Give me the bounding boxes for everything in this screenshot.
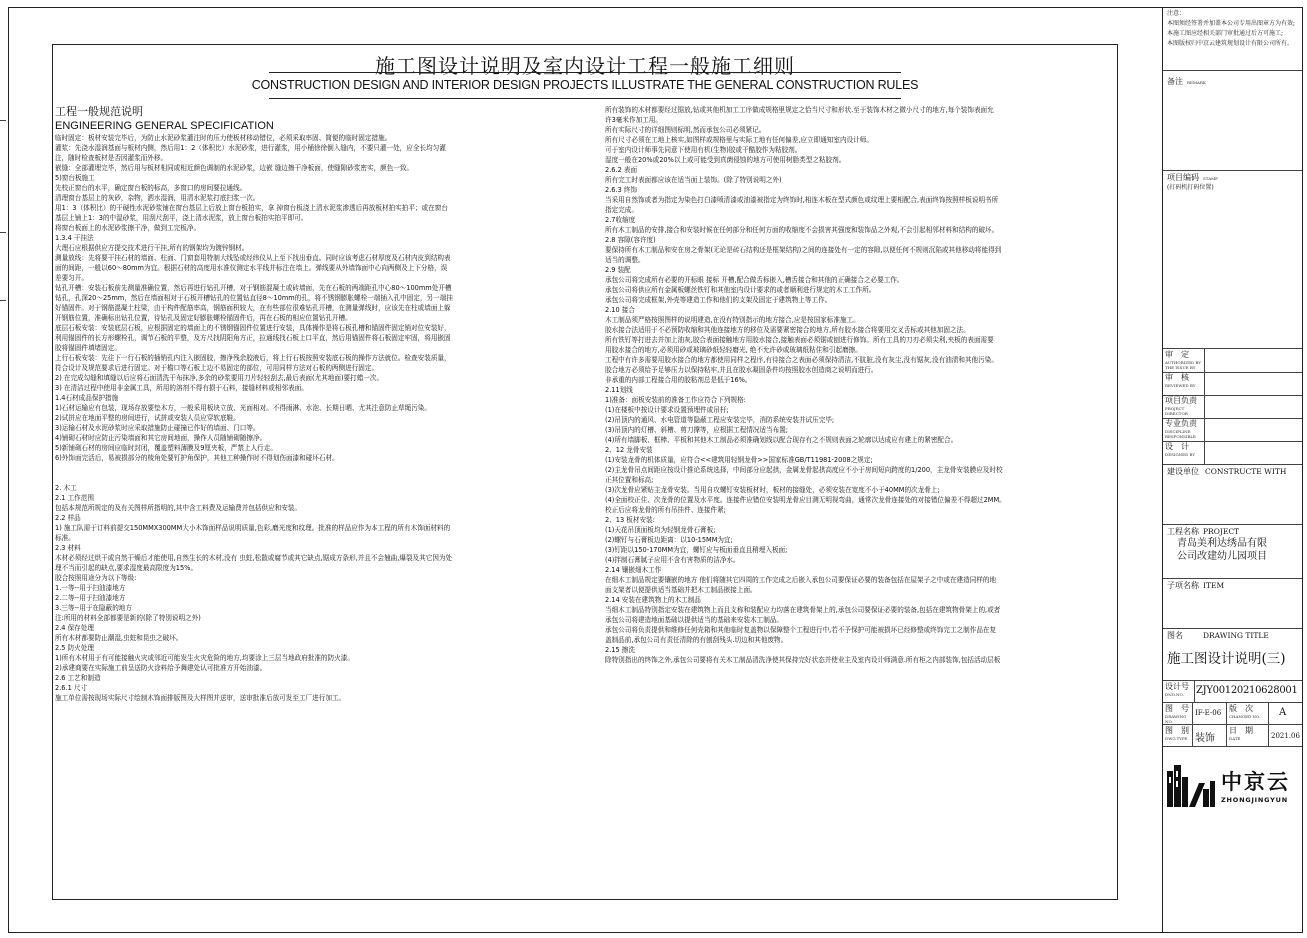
text-line: 所有完工时表面都应该在适当面上装饰。(除了特别说明之外) <box>605 176 782 184</box>
text-line: 承包公司将建造地面基础以提供适当的基础来安装木工制品。 <box>605 616 784 624</box>
text-line: 嵌缝：全部灌埋完毕，然后用与板材相同或相近颜色调制的水泥砂浆，边嵌 缝边擦干净板面，使缝隙砂浆密实，颜色一致。 <box>55 164 414 172</box>
remark-box <box>1163 71 1302 171</box>
text-line: 2.6.3 终饰 <box>605 186 638 194</box>
company-logo <box>1165 755 1301 815</box>
signature-role: 专业负责 <box>1165 419 1197 428</box>
text-line: 3)运输石材及水泥砂浆时应采取措施防止碰撞已作好的墙面、门口等。 <box>55 424 260 432</box>
project-code-box <box>1163 171 1302 349</box>
text-line: (3)次龙骨应紧贴主龙骨安装。当用自攻螺钉安装板材时，板材的接缝处，必须安装在宽度不小于40MM的次龙骨上; <box>605 486 940 494</box>
text-line: 胶水接合法适用于不必预防收缩和其他连接地方的移位及需要紧密接合的地方,所有胶水接合将要用交叉舌标或其他加固之法。 <box>605 326 970 334</box>
text-line: 2.6 工艺和制造 <box>55 674 101 682</box>
text-line: 好锚固件。对于钢筋混凝土柱梁，由于构件配筋率高，钢筋面积较大，在有些部位很难钻孔开槽，在测量弹线时，应该先在柱或墙面上躲 <box>55 304 451 312</box>
signature-row <box>1163 418 1302 442</box>
text-line: 1)所有木材用于有可能接触火灾或邻近可能发生火灾危险的地方,均要涂上三层当地政府批准的防火漆。 <box>55 654 354 662</box>
text-line: 1)石材运输应有包装，现场存放要垫木方，一般采用板块立放、光面相对。不得雨淋、水泡、长期日晒、尤其注意防止草绳污染。 <box>55 404 432 412</box>
signature-role: 审 核 <box>1165 373 1189 382</box>
text-line: 所有实际尺寸的详细图则标明,然而承包公司必须紧记。 <box>605 126 766 134</box>
text-line <box>55 463 567 473</box>
text-line: 2.9 装配 <box>605 266 631 274</box>
design-no-label-en: DNO.NO. <box>1165 692 1184 697</box>
text-line: 2)试拼应在地面平整的房间进行，试拼或安装人员应穿软底鞋。 <box>55 414 240 422</box>
signature-row <box>1163 395 1302 419</box>
signature-role-en: DESIGNED BY <box>1165 452 1196 457</box>
text-line: 盖制品前,承包公司有责任清除的有刨刮残头.切边和其他废物。 <box>605 636 788 644</box>
text-line: (1)天花吊顶面板均为轻钢龙骨石膏板; <box>605 526 716 534</box>
text-line: 湿度一般在20%或20%以上或可能受到真菌侵蚀的地方可使用树脂类型之粘胶剂。 <box>605 156 846 164</box>
text-line: 2.8 容隙(容许度) <box>605 236 656 244</box>
text-line: 2.7收缩度 <box>605 216 636 224</box>
design-no-row <box>1163 681 1302 703</box>
design-no: ZJY00120210628001 <box>1196 685 1298 696</box>
text-line: 胶将锚固件填堵固定。 <box>55 344 121 352</box>
text-line: 指定完成。 <box>605 206 638 214</box>
notice-box <box>1163 7 1302 71</box>
text-line: 施工单位需按现场实际尺寸绘制木饰面排版图及大样图并送审，送审批准后放可发至工厂进行加工。 <box>55 694 346 702</box>
logo-text-english: ZHONGJINGYUN <box>1221 796 1288 804</box>
text-line: 胶合地方必须给予足够压力以保持粘牢,并且在胶水凝固条件均按照胶水创造商之说明而进行。 <box>605 366 878 374</box>
date-label: 日 期 <box>1229 726 1253 735</box>
text-line: 木材必须经过烘干或自然干燥后才能使用,自然生长的木材,没有 虫蛀,松散或腐节或其它缺点,锯成方条形,并且不会翘曲,爆裂及其它因为处 <box>55 554 453 562</box>
text-line: 临时固定：板材安装完毕后，为防止水泥砂浆灌注时的压力使板材移动错位，必须采取率固、简便的临时固定措施。 <box>55 134 392 142</box>
project-code-label-en: STAMP <box>1203 176 1218 181</box>
text-line: 2.4 保存处理 <box>55 624 94 632</box>
text-line: 2.6.1 尺寸 <box>55 684 88 692</box>
text-line: (4)全面校正住、次龙骨的位置及水平度。连接件应错位安装明龙骨应目测无明视弯曲，通常次龙骨连接处的对接错位偏差不得超过2MM。 <box>605 496 1006 504</box>
text-line: 承包公司将完成所有必要的开标眼 接标 开槽,配合做舌标嵌入,槽舌接合和其他的正确接合之必要工作。 <box>605 276 904 284</box>
date: 2021.06 <box>1271 732 1300 740</box>
text-line: 测量放线：先将要干挂石材的墙面、柱面、门窗套用特制大线坠或经纬仪从上至下找出垂直。同时应该考虑石材厚度及石材内皮到结构表 <box>55 254 451 262</box>
text-line: 所有铁钉等打进去并加上油灰,胶合表面接触地方用胶水接合,接触表面必须锯或刨进行修饰。所有工具的刀刃必须尖利,夹板的表面需要 <box>605 336 994 344</box>
sheet-no-label-en: DRAWING NO. <box>1165 714 1187 724</box>
text-line: (4)拌制石膏腻子应用不含有害物质的洁净水。 <box>605 556 740 564</box>
text-line: 5)窗台板施工 <box>55 174 95 182</box>
section-title-chinese: 工程一般规范说明 <box>55 105 143 118</box>
text-line: (3)钉距以150-170MM为宜，螺钉应与板面垂直且稍埋入板面; <box>605 546 788 554</box>
text-line: 1.一等--用于扫油漆地方 <box>55 584 126 592</box>
category-row <box>1163 725 1302 747</box>
text-line: 2.2 样品 <box>55 514 81 522</box>
text-line: 承包公司将完成框架,外壳等建造工作和他们的支架及固定于建筑物上等工作。 <box>605 296 832 304</box>
revision-label: 版 次 <box>1229 704 1253 713</box>
text-line: 钻孔开槽：安装石板前先测量准确位置，然后再进行钻孔开槽，对于钢筋混凝土或砖墙面，先在石板的两端距孔中心80～100mm处开槽 <box>55 284 452 292</box>
drawing-title: 施工图设计说明(三) <box>1167 651 1286 667</box>
text-line: 上行石板安装：先往下一行石板的插销孔内注入嵌固胶，擦净残余胶液后，将上行石板按照安装底石板的操作方法就位。检查安装质量， <box>55 354 451 362</box>
drawing-title-label: 图名 <box>1167 631 1183 640</box>
sheet-no-label: 图 号 <box>1165 704 1189 713</box>
notice-line: 本图须经签署并加盖本公司专用出图章方为有效; <box>1167 20 1296 27</box>
text-line: 5)新铺砌石材的房间应临时封闭，覆盖塑料薄膜及9厘夹板，严禁上人行走。 <box>55 444 277 452</box>
project-name-box <box>1163 525 1302 579</box>
signature-role-en: REVIEWED BY <box>1165 383 1196 388</box>
text-line: 2.5 防火处理 <box>55 644 94 652</box>
text-line: 面支架者以便提供适当基础并把木工制品嵌接上面。 <box>605 586 757 594</box>
text-line: 所有木工制品的安排,接合和安装时候在任何部分和任何方面的收缩度不会损害其强度和装饰品之外观,不会引起相邻材料和结构的破坏。 <box>605 226 999 234</box>
signature-row <box>1163 349 1302 373</box>
project-name-line: 公司改建幼儿园项目 <box>1177 551 1267 562</box>
project-name-label-en: PROJECT <box>1203 527 1240 536</box>
signature-role-en: AUTHORIZED BY THE ISSUE BY <box>1165 360 1201 370</box>
frame-tick <box>0 120 6 121</box>
design-no-label: 设计号 <box>1165 682 1189 691</box>
text-line: 将窗台板面上的水泥砂浆擦干净，做到工完板净。 <box>55 224 201 232</box>
text-line: 4)铺砌石材时应防止污染墙面和其它房间地面，操作人员随铺砌随擦净。 <box>55 434 267 442</box>
signature-role-en: DISCIPLINE RESPONSIBLE <box>1165 429 1196 439</box>
text-line: 当采用自然饰或者为指定为染色打白漆喷清漆或油漆被指定为终饰时,相连木板在型式颜色或纹理上要相配合,表面终饰按照样板说明书所 <box>605 196 999 204</box>
text-line: 校正后应将龙骨的所有吊挂件、连接件紧; <box>605 506 726 514</box>
drawing-area <box>52 44 1118 900</box>
text-line: 用胶水接合的地方,必须用砂或玻璃砂纸轻轻磨光, 绝不允许砂或玻璃纸粘住和引起磨擦。 <box>605 346 862 354</box>
sheet-no: IF-E-06 <box>1193 703 1227 724</box>
category-label-en: DWG.TYPE <box>1165 736 1188 741</box>
text-line: 钻孔，孔深20～25mm，然后在墙面相对于石板开槽钻孔的位置钻直径8～10mm的孔，将不锈钢膨胀螺栓一端插入孔中固定，另一端挂 <box>55 294 453 302</box>
notice-line: 本图版权归中京云建筑规划设计有限公司所有。 <box>1167 40 1294 47</box>
text-line: 木工制品须严格按照图样的说明建造,在没有特别指示的地方接合,应是按国家标准施工。 <box>605 316 860 324</box>
text-line: 先校正窗台的水平，确定窗台板的标高，多窗口的房间要拉通线。 <box>55 184 247 192</box>
category-label: 图 别 <box>1165 726 1189 735</box>
text-line: 适当的调整。 <box>605 256 645 264</box>
text-line: 2.6.2 表面 <box>605 166 638 174</box>
text-line: 在细木工制品规定要镶嵌的地方 他们将随其它四周的工作完成之后嵌入承包公司要保证必要的装备包括在屋架子之中或在建造同样的地 <box>605 576 997 584</box>
frame-tick <box>0 300 6 301</box>
text-line: 所有装饰的木材都要经过锯放,钻或其他机加工工序做成规格里规定之恰当尺寸和形状.至于装饰木材之微小尺寸的地方,每个装饰表面允 <box>605 106 994 114</box>
signature-row <box>1163 441 1302 465</box>
text-line: (1)在楼板中按设计要求设置预埋件或吊杆; <box>605 406 729 414</box>
text-line: 注:所用的材料全部都要是新的(除了特别说明之外) <box>55 614 201 622</box>
drawing-title-box <box>1163 629 1302 681</box>
project-name-label: 工程名称 <box>1167 527 1199 536</box>
text-line: 正其位置和标高; <box>605 476 654 484</box>
text-line: 2. 木工 <box>55 484 77 492</box>
project-name-line: 青岛美利达绣品有限 <box>1177 538 1267 549</box>
text-line: 开钢筋位置，准确标出钻孔位置，待钻孔及固定好膨胀螺栓锚固件后，再在石板的相应位置钻孔开槽。 <box>55 314 352 322</box>
left-body <box>55 133 567 703</box>
text-line: 非承重的内部工程接合用的胶粘剂总是低于16%。 <box>605 376 752 384</box>
signature-role: 项目负责 <box>1165 396 1197 405</box>
text-line: 2、13 板材安装: <box>605 516 655 524</box>
client-box <box>1163 465 1302 525</box>
text-line: 2)承建商要在实际施工前呈送防火涂料给予舞建处认可批准方开始油漆。 <box>55 664 267 672</box>
revision: A <box>1279 707 1287 718</box>
text-line: 要保持所有木工制品和安在房之骨架(无论是砖石结构还是框架结构)之间的连接处有一定的容隙,以便任何不规则沉陷或其他移动将能得到 <box>605 246 1002 254</box>
client-label: 建设单位 <box>1167 467 1199 476</box>
text-line: 差要匀开。 <box>55 274 88 282</box>
text-line: 2.11划线 <box>605 386 633 394</box>
logo-text-chinese: 中京云 <box>1221 770 1290 794</box>
text-line: 2.1 工作范围 <box>55 494 94 502</box>
subitem-label-en: ITEM <box>1203 581 1225 590</box>
text-line: 2.二等--用于扫油漆地方 <box>55 594 126 602</box>
text-line: 清理窗台基层上的灰砂，杂物，洒水湿润，用清水泥浆打底扫浆一次。 <box>55 194 260 202</box>
text-line: 2、12 龙骨安装 <box>605 446 653 454</box>
text-line: 3.三等--用于在隐蔽的地方 <box>55 604 132 612</box>
text-line: (2)吊顶内的通风、水电管道等隐蔽工程应安装完毕，消防系统安装并试压完毕; <box>605 416 835 424</box>
text-line: 2.14 安装在建筑物上的木工制品 <box>605 596 701 604</box>
text-line: 标准。 <box>55 534 75 542</box>
section-title-english: ENGINEERING GENERAL SPECIFICATION <box>55 120 274 132</box>
text-line: 包括本规范所规定的及有关图样所指明的,其中含工料费及运输费并包括供应和安装。 <box>55 504 302 512</box>
text-line: 1)准备：面板安装前的准备工作应符合下列规格: <box>605 396 746 404</box>
text-line: 承包公司将负责提供和维修任何壳箱和其他临时复盖物以保障整个工程进行中,若不予保护可能被损坏已经修整或终饰完工之制作品在复 <box>605 626 997 634</box>
title-chinese: 施工图设计说明及室内设计工程一般施工细则 <box>375 54 795 78</box>
text-line: 所有木材都要防止潮湿,虫蛀和昆虫之破坏。 <box>55 634 183 642</box>
subitem-box <box>1163 579 1302 629</box>
text-line: 1.4石材成品保护措施 <box>55 394 119 402</box>
revision-label-en: CHANGED NO. <box>1229 714 1261 719</box>
signature-role: 设 计 <box>1165 442 1189 451</box>
project-code-note: (打码机打码位置) <box>1167 184 1214 191</box>
notice-label: 注意： <box>1167 10 1186 17</box>
project-code-label: 项目编码 <box>1167 173 1199 182</box>
subitem-label: 子项名称 <box>1167 581 1199 590</box>
left-text-column <box>55 105 567 899</box>
text-line: 1.3.4 干挂法 <box>55 234 94 242</box>
text-line: 2.10 接合 <box>605 306 635 314</box>
remark-label-en: REMARK <box>1187 80 1206 85</box>
signature-role-en: PROJECT DIRECTOR <box>1165 406 1188 416</box>
text-line: 底层石板安装：安装底层石板，应根据固定的墙面上的不锈钢锚固件位置进行安装，具体操作是将石板孔槽和锚固件固定销对位安装好， <box>55 324 451 332</box>
text-line: 利用锚固件的长方形螺栓孔，调节石板的平整，及方尺找阴阳角方正，拉通线找石板上口平直，然后用锚固件将石板固定牢固，将用嵌固 <box>55 334 451 342</box>
text-line: 灌浆：先浇水湿润基面与板材内侧，然后用1：2（体积比）水泥砂浆，进行灌浆，用小桶徐徐倒入缝内，不要只灌一处，应全长均匀灌 <box>55 144 446 152</box>
text-line: 承包公司将供应所有金属板螺丝铁钉和其他室内设计要求的或者顺利进行规定的木工工作所。 <box>605 286 876 294</box>
text-line: 除特别指出的终饰之外,承包公司要将有关木工制品清洗净使其保持完好状态并使业主及室内设计师满意.所有柜之内部装饰,包括活动层板 <box>605 656 1001 664</box>
remark-label: 备注 <box>1167 77 1183 86</box>
text-line: 理不当而引起的缺点,要求湿度最高限度为15%。 <box>55 564 198 572</box>
text-line: 3) 在清洁过程中使用非金属工具，所用的溶剂不得有损于石料，接缝材料或相邻表面。 <box>55 384 308 392</box>
text-line: 可于室内设计师事先同意下使用有机(生物)胶或干酷胶作为粘胶剂。 <box>605 146 802 154</box>
building-logo-icon <box>1165 761 1217 809</box>
text-line: 1) 施工队需于订料前提交150MMX300MM大小木饰面样品说明质量,色彩,磨光度和纹理。批准的样品应作为本工程的所有木饰面材料的 <box>55 524 451 532</box>
signature-row <box>1163 372 1302 396</box>
text-line: 注，随时检查板材是否因灌浆而外移。 <box>55 154 168 162</box>
text-line: 符合设计及规范要求后进行固定。对于檐口等石板上边不易固定的部位，可用同样方法对石板的两侧进行固定。 <box>55 364 379 372</box>
drawing-title-label-en: DRAWING TITLE <box>1203 631 1269 640</box>
text-line: 许3毫米作加工用。 <box>605 116 662 124</box>
text-line: (2)螺钉与石膏板边距离：以10-15MM为宜; <box>605 536 733 544</box>
text-line: 大理石应根据供应方提交技术进行干挂,所有的钢架均为镀锌钢材。 <box>55 244 249 252</box>
frame-tick <box>0 232 6 233</box>
text-line: 2.15 擦洗 <box>605 646 635 654</box>
title-english: CONSTRUCTION DESIGN AND INTERIOR DESIGN PROJECTS ILLUSTRATE THE GENERAL CONSTRUCTION RULES <box>251 78 919 92</box>
text-line: 用1：3（体积比）的干硬性水泥砂浆铺在窗台基层上后放上窗台板拍实，拿 掉窗台板浇上清水泥浆渗透后再放板材拍实拍平；或在窗台 <box>55 204 448 212</box>
right-body <box>605 105 1117 665</box>
text-line: (1)安装龙骨的机体质量，应符合<<建筑用轻钢龙骨>>国家标准GB/T11981-2008之规定; <box>605 456 873 464</box>
text-line: (3)吊顶内的灯槽、斜槽、剪刀撑等，应根据工程情况适当布置; <box>605 426 788 434</box>
text-line: 2.14 镶嵌细木工作 <box>605 566 662 574</box>
text-line: 胶合按照用途分为以下等级: <box>55 574 137 582</box>
text-line: 2.3 材料 <box>55 544 81 552</box>
text-line: 6)外饰面完活后，易被损部分的棱角处要钉护角保护，其他工种操作时不得划伤面漆和碰坏石材。 <box>55 454 339 462</box>
client-label-en: CONSTRUCTE WITH <box>1205 467 1287 476</box>
text-line: (4)所有墙脚板、框棒、平板和其他木工制品必须准确划线以配合现存有之不规则表面之轮廓以达成应有建上的紧密配合。 <box>605 436 958 444</box>
text-line: (2)主龙骨吊点间距应按设计推论系统选择，中间部分应起拱，金属龙骨起拱高度应不小于房间短向跨度的1/200，主龙骨安装膜应及时校 <box>605 466 1003 474</box>
title-underline <box>269 98 901 99</box>
date-label-en: DATE <box>1229 736 1241 741</box>
signature-role: 审 定 <box>1165 350 1189 359</box>
title-block <box>1162 7 1303 933</box>
text-line: 工程中有许多需要用胶水接合的地方都使用同样之程序,有待接合之表面必须保持清洁,不肮脏,没有灰尘,没有锯灰,没有油渍和其他污染。 <box>605 356 998 364</box>
text-line: 基层上铺上1：3的中湿砂浆，用刮尺刮平，浇上清水泥浆，放上窗台板拍实拍平即可。 <box>55 214 308 222</box>
category: 装饰 <box>1193 725 1227 746</box>
text-line: 面的间距，一般以60～80mm为宜。根据石材的高度用水准仪测定水平线并标注在墙上。弹线要从外墙饰面中心向两侧及上下分格，误 <box>55 264 448 272</box>
text-line: 2) 在完成勾缝和填缝以后应将石面清洗干布抹净,多余的砂浆要用刀片轻轻刮去,最后表面(尤其地面)要打蜡一次。 <box>55 374 384 382</box>
title-underline <box>269 72 901 73</box>
sheet-no-row <box>1163 703 1302 725</box>
text-line <box>55 473 567 483</box>
text-line: 所有尺寸必须在工地上核实,如图样或规格里与实际工地有任何偏差,应立即通知室内设计师。 <box>605 136 873 144</box>
notice-line: 本施工图应经相关部门审批通过后方可施工; <box>1167 30 1284 37</box>
right-text-column <box>605 105 1117 899</box>
text-line: 当细木工制品特别指定安装在建筑物上而且支称和装配应力均落在建筑骨架上的,承包公司要保证必要的装备,包括在建筑物骨架上的,或者 <box>605 606 1001 614</box>
